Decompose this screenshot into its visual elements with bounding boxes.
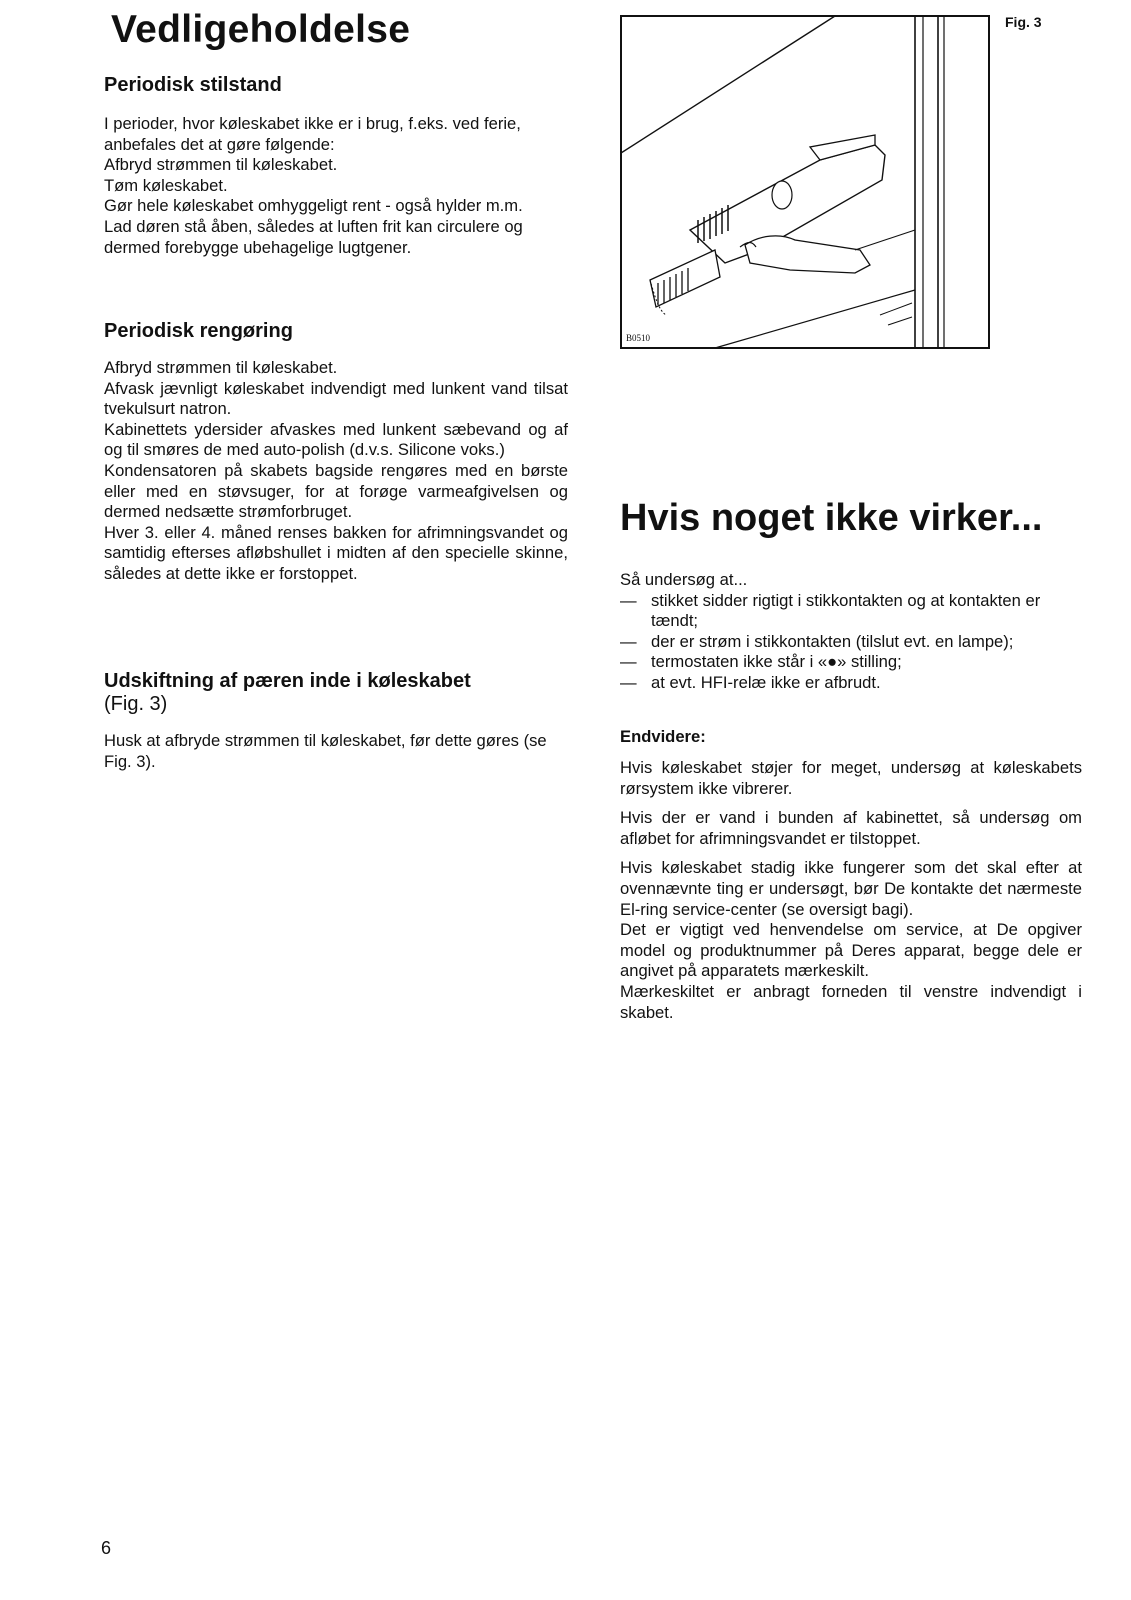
text-line: Kabinettets ydersider afvaskes med lunkent sæbevand og af og til smøres de med auto-polish (d.v.s. Silicone voks.): [104, 419, 568, 460]
list-item: [620, 673, 1082, 694]
text-paragraph: Hvis der er vand i bunden af kabinettet, så undersøg om afløbet for afrimningsvandet er tilstoppet.: [620, 808, 1082, 848]
section-body-stilstand: [104, 114, 568, 258]
list-item-text: termostaten ikke står i «●» stilling;: [651, 652, 902, 672]
text-line: Lad døren stå åben, således at luften frit kan circulere og dermed forebygge ubehagelige lugtgener.: [104, 216, 523, 257]
section-heading-rengoring: Periodisk rengøring: [104, 320, 293, 342]
text-line: Afvask jævnligt køleskabet indvendigt med lunkent vand tilsat tvekulsurt natron.: [104, 378, 568, 419]
text-line: Tøm køleskabet.: [104, 175, 228, 195]
text-line: I perioder, hvor køleskabet ikke er i brug, f.eks. ved ferie, anbefales det at gøre følgende:: [104, 114, 521, 154]
figure-illustration: [620, 15, 990, 349]
figure-label: Fig. 3: [1005, 14, 1042, 30]
list-item-text: at evt. HFI-relæ ikke er afbrudt.: [651, 672, 881, 692]
text-paragraph: Mærkeskiltet er anbragt forneden til venstre indvendigt i skabet.: [620, 981, 1082, 1022]
list-item: [620, 632, 1082, 653]
dash-bullet: —: [620, 672, 637, 692]
section-body-rengoring: [104, 358, 568, 585]
list-item-text: stikket sidder rigtigt i stikkontakten og at kontakten er tændt;: [651, 590, 1041, 631]
section-body-paere: Husk at afbryde strømmen til køleskabet, før dette gøres (se Fig. 3).: [104, 731, 547, 771]
dash-bullet: —: [620, 590, 637, 610]
text-paragraph: Hvis køleskabet stadig ikke fungerer som det skal efter at ovennævnte ting er undersøgt, bør De kontakte det nærmeste El-ring service-center (se oversigt bagi).: [620, 858, 1082, 919]
text-paragraph: Hvis køleskabet støjer for meget, undersøg at køleskabets rørsystem ikke vibrerer.: [620, 758, 1082, 798]
text-paragraph: Det er vigtigt ved henvendelse om service, at De opgiver model og produktnummer på Deres apparat, begge dele er angivet på apparatets mærkeskilt.: [620, 920, 1082, 981]
list-item: [620, 652, 1082, 673]
list-item-text: der er strøm i stikkontakten (tilslut evt. en lampe);: [651, 631, 1014, 651]
text-line: Hver 3. eller 4. måned renses bakken for afrimningsvandet og samtidig efterses afløbshullet i midten af den specielle skinne, således at dette ikke er forstoppet.: [104, 522, 568, 583]
text-line: Gør hele køleskabet omhyggeligt rent - også hylder m.m.: [104, 196, 523, 216]
dash-bullet: —: [620, 631, 637, 651]
endvidere-heading: Endvidere:: [620, 727, 706, 746]
text-line: Afbryd strømmen til køleskabet.: [104, 358, 338, 377]
dash-bullet: —: [620, 652, 637, 672]
section-heading-paere-text: Udskiftning af pæren inde i køleskabet: [104, 670, 471, 692]
list-item: [620, 591, 1082, 632]
section-heading-paere-figref: (Fig. 3): [104, 693, 168, 715]
text-line: Kondensatoren på skabets bagside rengøres med en børste eller med en støvsuger, for at forøge varmeafgivelsen og dermed nedsætte strømforbruget.: [104, 460, 568, 522]
troubleshooting-intro: Så undersøg at...: [620, 570, 748, 589]
troubleshooting-body: [620, 570, 1082, 694]
check-list: [620, 591, 1082, 694]
page-number: 6: [101, 1538, 112, 1558]
section-heading-paere: [104, 670, 574, 716]
figure-code: B0510: [626, 333, 651, 343]
endvidere-body: [620, 758, 1082, 1032]
troubleshooting-title: Hvis noget ikke virker...: [620, 497, 1043, 539]
section-heading-stilstand: Periodisk stilstand: [104, 74, 282, 96]
text-line: Afbryd strømmen til køleskabet.: [104, 155, 338, 175]
page-title: Vedligeholdelse: [111, 8, 411, 51]
